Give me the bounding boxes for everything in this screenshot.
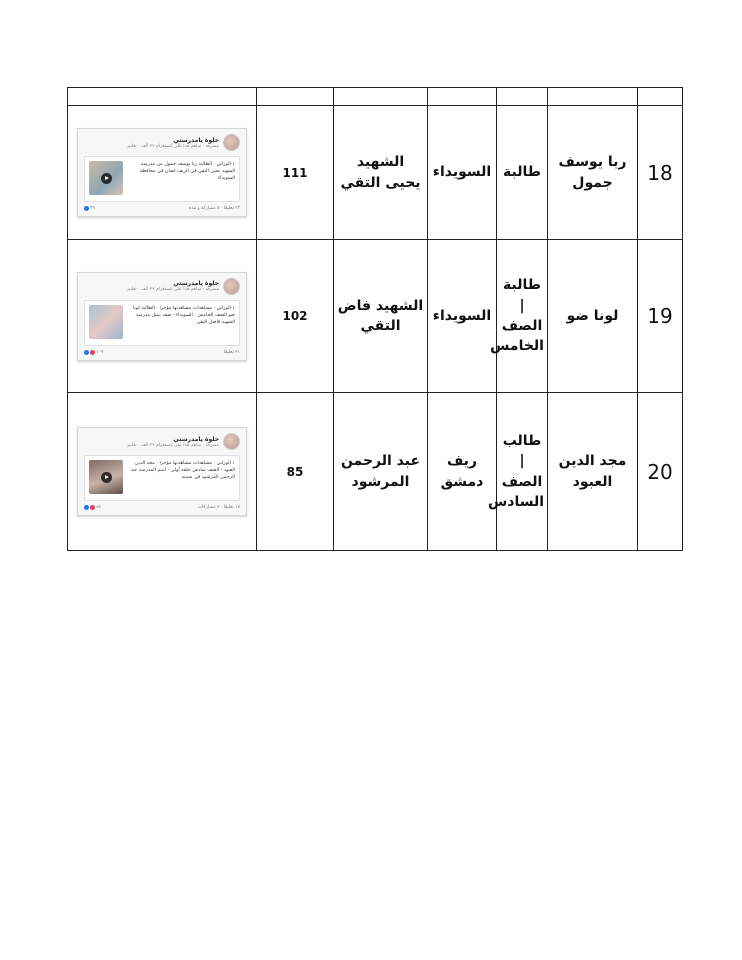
play-icon [101, 173, 112, 184]
header-cell [497, 88, 548, 106]
header-cell [257, 88, 334, 106]
province-cell: السويداء [428, 106, 497, 240]
grade-cell: طالب | الصف السادس [497, 393, 548, 551]
reaction-count: ١٠٩ [96, 349, 104, 355]
post-stats: ٣٣ تعليقًا · ٥ مشاركة و مدة [188, 206, 240, 211]
province-cell: السويداء [428, 240, 497, 393]
reaction-count: ٩٩ [90, 206, 95, 211]
screenshot-cell [68, 106, 257, 240]
score-cell: 111 [257, 106, 334, 240]
results-table [67, 87, 683, 551]
post-screenshot [77, 272, 247, 361]
post-text: ١ الوزاني · مشاهدات مشاهدتها مؤخرا · الطالبة لونا ضو الصف الخامس · السويداء · صف يمثل مدرسة الشهيد فاضل التقي [132, 305, 235, 325]
header-row [68, 88, 683, 106]
like-icon [84, 206, 89, 211]
post-author: حلوة يامدرستي [173, 280, 219, 287]
post-text: ١ الوزاني · مشاهدات مشاهدتها مؤخرا · مجد الدين العبود · الصف سادس حلقة أولى · اسم المدرسة عبد الرحمن المرشود في سبينة [130, 461, 235, 481]
love-icon [90, 350, 95, 355]
video-thumbnail [89, 460, 123, 494]
post-meta: مشرفة · ساهم هذا على إنستغرام ٢٧ ألف · تعليم [127, 287, 219, 292]
school-cell: الشهيد فاض التقي [334, 240, 428, 393]
grade-cell: طالبة [497, 106, 548, 240]
photo-thumbnail [89, 305, 123, 339]
table-row [68, 393, 683, 551]
like-icon [84, 505, 89, 510]
screenshot-cell [68, 393, 257, 551]
school-cell: عبد الرحمن المرشود [334, 393, 428, 551]
score-cell: 102 [257, 240, 334, 393]
avatar [223, 433, 240, 450]
screenshot-cell [68, 240, 257, 393]
number-cell: 20 [638, 393, 683, 551]
name-cell: مجد الدين العبود [548, 393, 638, 551]
school-cell: الشهيد يحيى التقي [334, 106, 428, 240]
post-text: ١ الوزاني · الطالبة ربا يوسف جمول من مدرسة الشهيد يحيى التقي في الريف لصان في محافظة السويداء [139, 162, 235, 182]
table-row [68, 240, 683, 393]
love-icon [90, 505, 95, 510]
video-thumbnail [89, 161, 123, 195]
header-cell [428, 88, 497, 106]
header-cell [548, 88, 638, 106]
score-cell: 85 [257, 393, 334, 551]
header-cell [334, 88, 428, 106]
like-icon [84, 350, 89, 355]
avatar [223, 134, 240, 151]
avatar [223, 278, 240, 295]
reactions [84, 206, 95, 211]
grade-cell: طالبة | الصف الخامس [497, 240, 548, 393]
name-cell: ربا يوسف جمول [548, 106, 638, 240]
post-stats: ١٧ تعليقًا · ٢ مشاركات [197, 505, 240, 510]
province-cell: ريف دمشق [428, 393, 497, 551]
post-stats: ٢١ تعليقًا [223, 349, 240, 355]
post-meta: مشرفة · ساهم هذا على إنستغرام ٢٧ ألف · تعليم [127, 442, 219, 448]
header-cell [68, 88, 257, 106]
post-screenshot [77, 427, 247, 516]
reaction-count: ٨٥ [96, 505, 101, 510]
post-screenshot [77, 128, 247, 217]
reactions [84, 505, 101, 510]
number-cell: 18 [638, 106, 683, 240]
number-cell: 19 [638, 240, 683, 393]
play-icon [101, 472, 112, 483]
reactions [84, 350, 103, 355]
post-author: حلوة يامدرستي [173, 136, 219, 144]
header-cell [638, 88, 683, 106]
name-cell: لونا ضو [548, 240, 638, 393]
table-row [68, 106, 683, 240]
post-author: حلوة يامدرستي [173, 435, 219, 443]
post-meta: مشرفة · ساهم هذا على إنستغرام ٢٧ ألف · تعليم [127, 143, 219, 149]
